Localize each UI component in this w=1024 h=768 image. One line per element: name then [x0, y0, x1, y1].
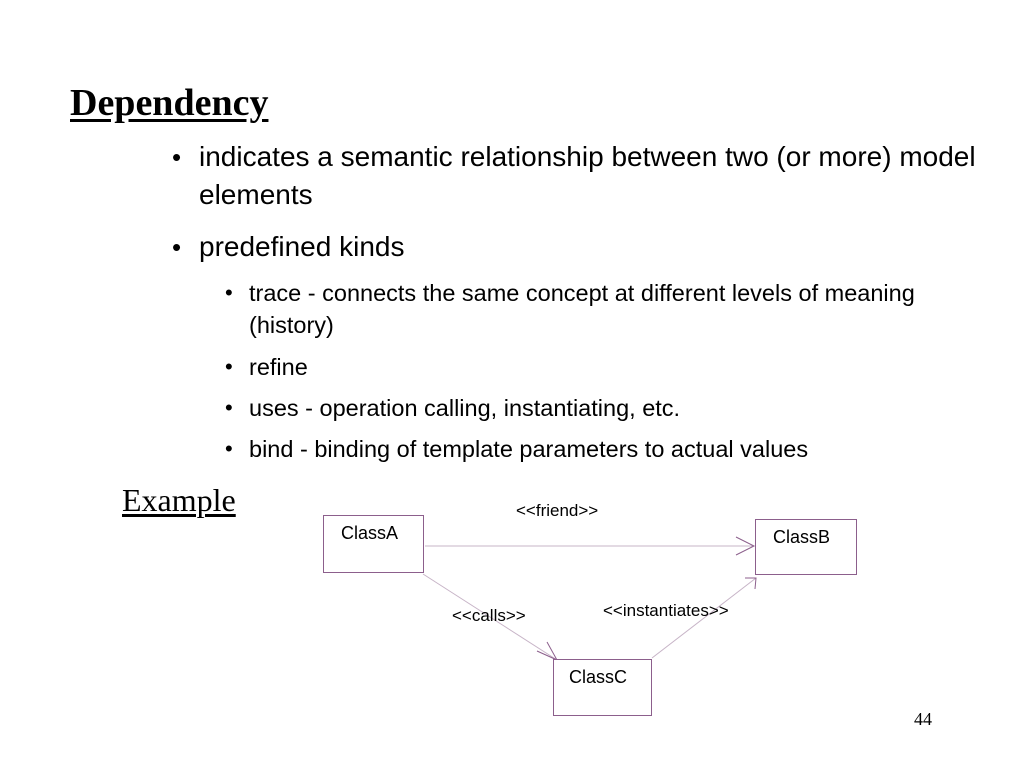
bullet-dot-icon: • — [172, 142, 182, 172]
slide-title: Dependency — [70, 82, 269, 124]
bullet-text: predefined kinds — [199, 231, 405, 262]
bullet-dot-icon: • — [225, 280, 233, 305]
sub-bullet-text: bind - binding of template parameters to actual values — [249, 436, 809, 462]
bullet-dot-icon: • — [172, 232, 182, 262]
arrowhead-c-icon — [537, 642, 557, 660]
class-name-a: ClassA — [341, 523, 399, 543]
bullet-dot-icon: • — [225, 395, 233, 420]
class-name-b: ClassB — [773, 527, 831, 547]
sub-bullet-text: uses - operation calling, instantiating, etc. — [249, 395, 681, 421]
sub-bullet-text: trace - connects the same concept at different levels of meaning (history) — [249, 280, 915, 338]
class-box-c — [553, 659, 652, 716]
bullet-dot-icon: • — [225, 436, 233, 461]
class-name-c: ClassC — [569, 667, 628, 687]
dependency-label-instantiates: <<instantiates>> — [603, 601, 729, 620]
dependency-label-calls: <<calls>> — [452, 606, 526, 625]
bullet-dot-icon: • — [225, 354, 233, 379]
class-box-b — [755, 519, 857, 575]
class-box-a — [323, 515, 424, 573]
page-number: 44 — [914, 709, 932, 729]
example-label: Example — [122, 482, 236, 518]
sub-bullet-text: refine — [249, 354, 308, 380]
dependency-label-friend: <<friend>> — [516, 501, 599, 520]
bullet-text: indicates a semantic relationship between two (or more) model elements — [199, 141, 976, 210]
